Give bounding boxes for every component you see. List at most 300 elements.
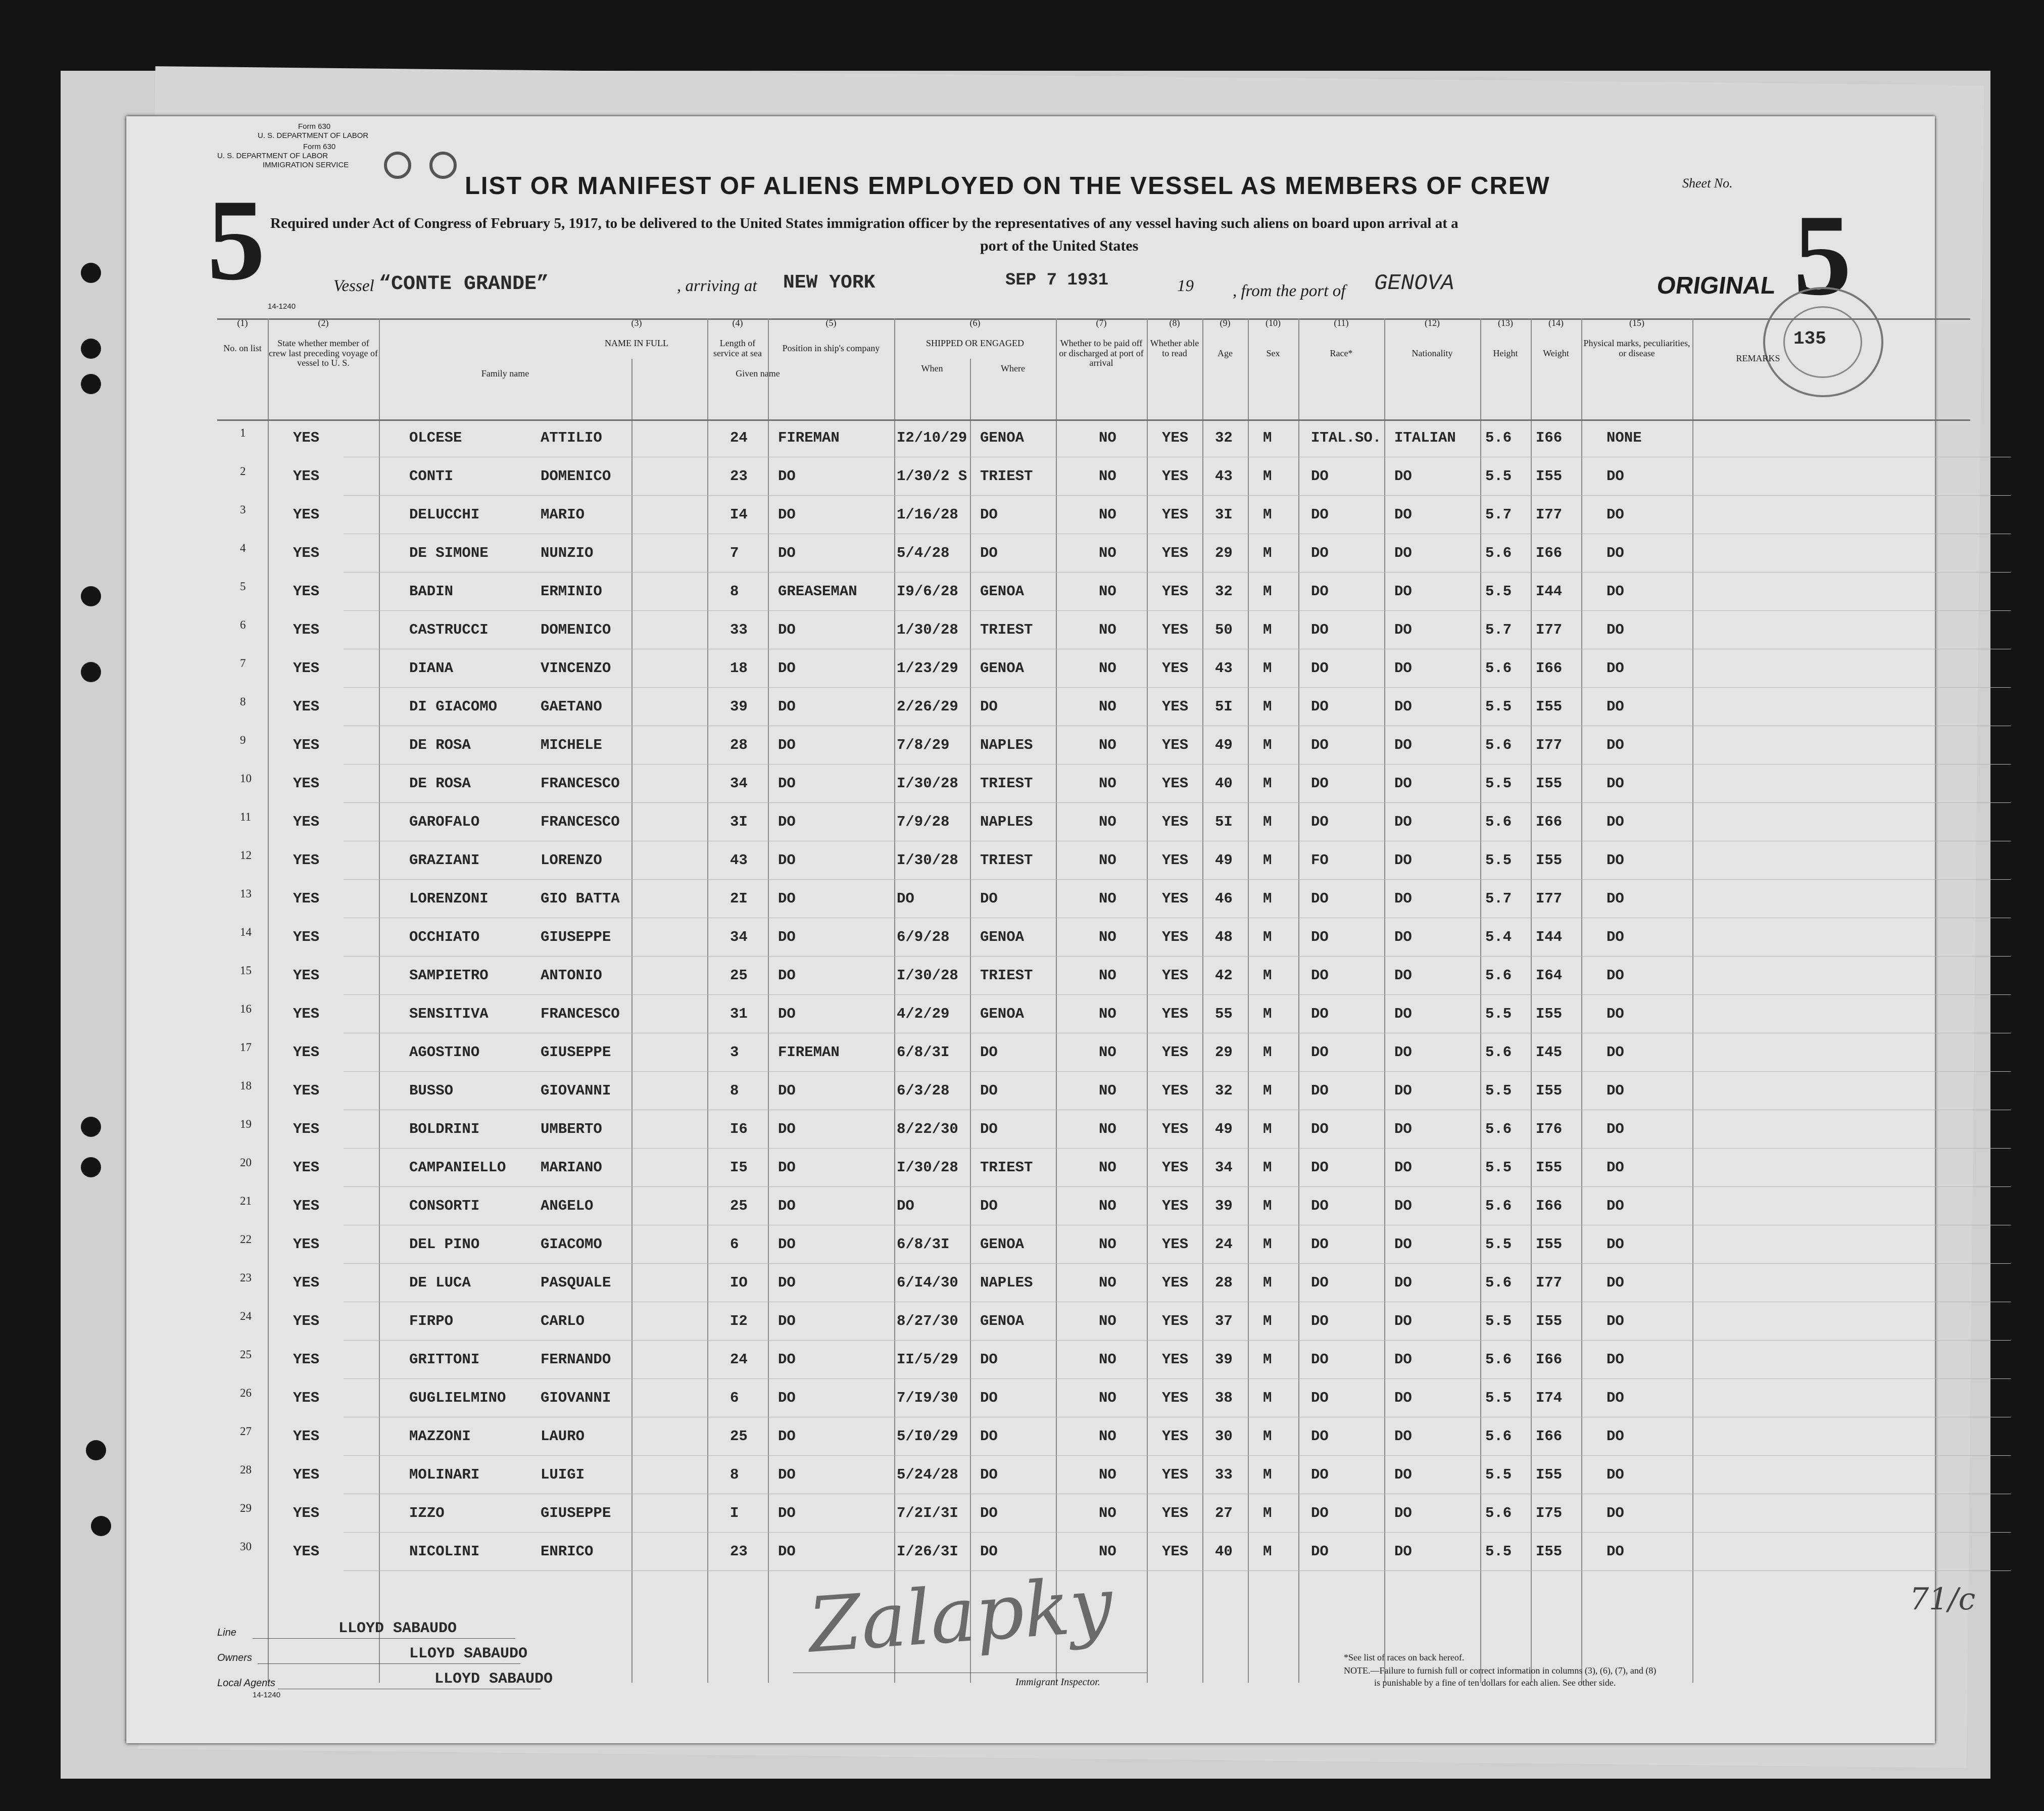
cell-family-name: BADIN [409,583,454,600]
cell-weight: I75 [1536,1505,1563,1521]
cell-age: 33 [1215,1466,1233,1483]
cell-prev-voyage: YES [293,1543,320,1560]
col-header-where: Where [1001,363,1025,373]
cell-shipped-when: 4/2/29 [897,1006,950,1022]
cell-shipped-where: NAPLES [980,814,1033,830]
col-header-given: Given name [736,368,780,378]
cell-position: DO [778,1159,796,1176]
cell-nationality: ITALIAN [1394,430,1456,446]
cell-no: 7 [240,657,246,670]
cell-physical-marks: DO [1607,1082,1624,1099]
cell-sex: M [1263,1466,1272,1483]
cell-prev-voyage: YES [293,814,320,830]
cell-height: 5.6 [1485,1121,1512,1137]
print-code: 14-1240 [268,302,296,311]
cell-physical-marks: DO [1607,506,1624,523]
cell-shipped-where: DO [980,1198,998,1214]
cell-height: 5.7 [1485,506,1512,523]
cell-shipped-where: GENOA [980,660,1025,677]
row-rule [344,495,2011,496]
cell-shipped-where: DO [980,545,998,561]
cell-prev-voyage: YES [293,1274,320,1291]
row-rule [344,1148,2011,1149]
sheet-no-label: Sheet No. [1682,176,1733,190]
table-row [126,1303,1935,1341]
cell-position: DO [778,1274,796,1291]
cell-service: 25 [730,1198,748,1214]
col-header-race: Race* [1330,348,1353,358]
cell-sex: M [1263,1313,1272,1329]
cell-no: 22 [240,1233,252,1246]
cell-shipped-when: I/30/28 [897,852,958,869]
cell-paid-off: NO [1099,660,1116,677]
cell-nationality: DO [1394,814,1412,830]
cell-shipped-when: 6/3/28 [897,1082,950,1099]
cell-sex: M [1263,468,1272,485]
departure-port: GENOVA [1374,271,1454,296]
cell-shipped-where: DO [980,698,998,715]
binder-hole [91,1516,111,1536]
cell-height: 5.6 [1485,967,1512,984]
table-row [126,765,1935,803]
cell-position: DO [778,698,796,715]
cell-no: 30 [240,1540,252,1553]
cell-prev-voyage: YES [293,967,320,984]
cell-position: DO [778,737,796,753]
cell-race: DO [1311,1006,1329,1022]
cell-age: 39 [1215,1351,1233,1368]
cell-sex: M [1263,929,1272,945]
cell-family-name: DE SIMONE [409,545,489,561]
cell-age: 30 [1215,1428,1233,1445]
cell-prev-voyage: YES [293,852,320,869]
cell-prev-voyage: YES [293,583,320,600]
cell-shipped-when: 5/24/28 [897,1466,958,1483]
cell-weight: I66 [1536,430,1563,446]
cell-paid-off: NO [1099,929,1116,945]
cell-shipped-when: 7/8/29 [897,737,950,753]
col-header-remarks: REMARKS [1736,353,1780,363]
col-header-physical-marks: Physical marks, peculiarities, or disease [1583,338,1690,358]
cell-age: 48 [1215,929,1233,945]
cell-shipped-where: TRIEST [980,775,1033,792]
cell-age: 42 [1215,967,1233,984]
cell-age: 32 [1215,583,1233,600]
cell-sex: M [1263,1044,1272,1061]
cell-given-name: ANGELO [541,1198,594,1214]
cell-nationality: DO [1394,1466,1412,1483]
cell-position: DO [778,622,796,638]
cell-service: 28 [730,737,748,753]
cell-paid-off: NO [1099,1159,1116,1176]
cell-physical-marks: DO [1607,1006,1624,1022]
cell-service: 33 [730,622,748,638]
col-header-weight: Weight [1543,348,1569,358]
cell-sex: M [1263,1390,1272,1406]
row-rule [344,1071,2011,1072]
cell-physical-marks: DO [1607,1159,1624,1176]
cell-able-to-read: YES [1162,1198,1189,1214]
cell-sex: M [1263,506,1272,523]
table-row [126,1495,1935,1533]
cell-given-name: ATTILIO [541,430,602,446]
cell-physical-marks: DO [1607,1198,1624,1214]
cell-shipped-when: I/30/28 [897,967,958,984]
cell-given-name: GIUSEPPE [541,929,611,945]
owners-rule [258,1663,520,1664]
cell-nationality: DO [1394,1390,1412,1406]
original-label: ORIGINAL [1655,272,1778,299]
table-row [126,1111,1935,1149]
cell-no: 20 [240,1156,252,1169]
cell-age: 43 [1215,660,1233,677]
cell-given-name: FERNANDO [541,1351,611,1368]
cell-weight: I55 [1536,1543,1563,1560]
col-header-no: No. on list [223,343,262,353]
cell-no: 16 [240,1003,252,1015]
cell-prev-voyage: YES [293,929,320,945]
cell-age: 46 [1215,890,1233,907]
table-row [126,650,1935,688]
cell-physical-marks: DO [1607,890,1624,907]
cell-nationality: DO [1394,929,1412,945]
line-label: Line [217,1627,236,1638]
cell-race: DO [1311,1390,1329,1406]
cell-position: DO [778,1082,796,1099]
cell-sex: M [1263,1236,1272,1253]
cell-paid-off: NO [1099,698,1116,715]
line-rule [253,1638,515,1639]
cell-given-name: LAURO [541,1428,585,1445]
cell-weight: I74 [1536,1390,1563,1406]
cell-race: DO [1311,929,1329,945]
table-row [126,1418,1935,1456]
table-row [126,1264,1935,1303]
row-rule [344,572,2011,573]
cell-no: 23 [240,1271,252,1284]
cell-given-name: ENRICO [541,1543,594,1560]
cell-height: 5.6 [1485,430,1512,446]
cell-nationality: DO [1394,852,1412,869]
cell-no: 6 [240,618,246,631]
cell-given-name: DOMENICO [541,468,611,485]
cell-weight: I66 [1536,545,1563,561]
cell-able-to-read: YES [1162,775,1189,792]
cell-sex: M [1263,852,1272,869]
subtitle-line-1: Required under Act of Congress of February 5, 1917, to be delivered to the United States immigration officer by the representatives of any vessel having such aliens on board upon arrival at a [270,215,1458,231]
cell-position: DO [778,1390,796,1406]
cell-height: 5.5 [1485,775,1512,792]
cell-paid-off: NO [1099,1390,1116,1406]
cell-able-to-read: YES [1162,967,1189,984]
cell-height: 5.6 [1485,1044,1512,1061]
cell-height: 5.6 [1485,660,1512,677]
table-row [126,995,1935,1034]
cell-physical-marks: DO [1607,1543,1624,1560]
cell-race: DO [1311,1466,1329,1483]
cell-sex: M [1263,698,1272,715]
cell-age: 28 [1215,1274,1233,1291]
cell-weight: I66 [1536,1351,1563,1368]
cell-prev-voyage: YES [293,622,320,638]
cell-physical-marks: DO [1607,660,1624,677]
cell-paid-off: NO [1099,583,1116,600]
vessel-label: Vessel [333,277,374,295]
cell-no: 4 [240,542,246,554]
sheet-number-right: 5 [1793,190,1852,319]
cell-height: 5.5 [1485,1390,1512,1406]
cell-able-to-read: YES [1162,1390,1189,1406]
cell-nationality: DO [1394,1236,1412,1253]
cell-shipped-when: 7/9/28 [897,814,950,830]
table-row [126,1072,1935,1111]
cell-position: DO [778,506,796,523]
cell-shipped-where: DO [980,1466,998,1483]
cell-position: DO [778,545,796,561]
footnote-races: *See list of races on back hereof. [1344,1652,1465,1662]
cell-given-name: GAETANO [541,698,602,715]
cell-shipped-when: 6/8/3I [897,1044,950,1061]
cell-family-name: NICOLINI [409,1543,480,1560]
cell-age: 29 [1215,1044,1233,1061]
cell-nationality: DO [1394,1543,1412,1560]
cell-height: 5.4 [1485,929,1512,945]
cell-prev-voyage: YES [293,1121,320,1137]
cell-family-name: BOLDRINI [409,1121,480,1137]
cell-given-name: PASQUALE [541,1274,611,1291]
cell-paid-off: NO [1099,468,1116,485]
cell-sex: M [1263,890,1272,907]
cell-age: 24 [1215,1236,1233,1253]
cell-service: 3I [730,814,748,830]
cell-race: DO [1311,698,1329,715]
cell-shipped-when: 1/23/29 [897,660,958,677]
cell-able-to-read: YES [1162,737,1189,753]
cell-weight: I77 [1536,737,1563,753]
table-row [126,1034,1935,1072]
cell-race: DO [1311,660,1329,677]
cell-nationality: DO [1394,622,1412,638]
cell-no: 2 [240,465,246,478]
arrival-port: NEW YORK [783,272,875,294]
cell-race: DO [1311,1543,1329,1560]
cell-shipped-where: GENOA [980,583,1025,600]
cell-nationality: DO [1394,1428,1412,1445]
arriving-label: , arriving at [677,277,757,295]
cell-height: 5.6 [1485,1505,1512,1521]
row-rule [344,994,2011,995]
line-value: LLOYD SABAUDO [338,1620,457,1637]
col-header-prev-voyage: State whether member of crew last preceding voyage of vessel to U. S. [269,338,378,368]
cell-shipped-where: GENOA [980,430,1025,446]
cell-race: DO [1311,545,1329,561]
cell-race: ITAL.SO. [1311,430,1382,446]
cell-position: DO [778,967,796,984]
cell-able-to-read: YES [1162,506,1189,523]
cell-race: DO [1311,1274,1329,1291]
cell-weight: I55 [1536,775,1563,792]
cell-nationality: DO [1394,1082,1412,1099]
cell-weight: I44 [1536,929,1563,945]
cell-weight: I55 [1536,1466,1563,1483]
department-2: U. S. DEPARTMENT OF LABOR [217,152,328,160]
cell-position: GREASEMAN [778,583,857,600]
cell-physical-marks: DO [1607,1313,1624,1329]
cell-sex: M [1263,1505,1272,1521]
cell-race: FO [1311,852,1329,869]
cell-race: DO [1311,1236,1329,1253]
cell-family-name: OLCESE [409,430,462,446]
punch-hole [429,152,457,179]
cell-sex: M [1263,967,1272,984]
cell-position: DO [778,1543,796,1560]
cell-family-name: IZZO [409,1505,445,1521]
cell-prev-voyage: YES [293,468,320,485]
cell-nationality: DO [1394,698,1412,715]
cell-nationality: DO [1394,1313,1412,1329]
cell-able-to-read: YES [1162,1082,1189,1099]
cell-race: DO [1311,1159,1329,1176]
sheet-number-left: 5 [207,175,265,304]
binder-hole [81,662,101,682]
cell-weight: I64 [1536,967,1563,984]
cell-able-to-read: YES [1162,1351,1189,1368]
table-row [126,842,1935,880]
row-rule [344,1570,2011,1571]
cell-shipped-where: DO [980,506,998,523]
cell-shipped-when: DO [897,1198,914,1214]
cell-height: 5.6 [1485,545,1512,561]
cell-nationality: DO [1394,1351,1412,1368]
cell-age: 49 [1215,852,1233,869]
cell-family-name: GUGLIELMINO [409,1390,506,1406]
cell-race: DO [1311,622,1329,638]
cell-weight: I55 [1536,852,1563,869]
cell-weight: I66 [1536,660,1563,677]
cell-physical-marks: DO [1607,1044,1624,1061]
cell-able-to-read: YES [1162,1505,1189,1521]
cell-prev-voyage: YES [293,1198,320,1214]
cell-height: 5.5 [1485,1006,1512,1022]
cell-race: DO [1311,1121,1329,1137]
cell-height: 5.5 [1485,468,1512,485]
cell-given-name: GIUSEPPE [541,1505,611,1521]
col-header-height: Height [1493,348,1518,358]
cell-weight: I66 [1536,1428,1563,1445]
cell-family-name: DE ROSA [409,775,471,792]
row-rule [344,1263,2011,1264]
crew-table-body [126,419,1935,1582]
cell-weight: I55 [1536,1006,1563,1022]
cell-paid-off: NO [1099,1274,1116,1291]
binder-hole [81,586,101,606]
cell-service: 31 [730,1006,748,1022]
cell-prev-voyage: YES [293,698,320,715]
cell-physical-marks: DO [1607,1236,1624,1253]
cell-physical-marks: DO [1607,1505,1624,1521]
row-rule [344,1455,2011,1456]
cell-family-name: CASTRUCCI [409,622,489,638]
cell-height: 5.5 [1485,1159,1512,1176]
cell-position: DO [778,852,796,869]
cell-position: DO [778,929,796,945]
cell-service: I4 [730,506,748,523]
table-row [126,1456,1935,1495]
cell-position: DO [778,775,796,792]
cell-shipped-when: 1/16/28 [897,506,958,523]
cell-paid-off: NO [1099,1236,1116,1253]
cell-weight: I77 [1536,622,1563,638]
cell-shipped-when: II/5/29 [897,1351,958,1368]
cell-no: 28 [240,1463,252,1476]
cell-physical-marks: DO [1607,698,1624,715]
cell-given-name: MARIO [541,506,585,523]
cell-nationality: DO [1394,1044,1412,1061]
cell-physical-marks: DO [1607,967,1624,984]
cell-shipped-when: I9/6/28 [897,583,958,600]
cell-family-name: BUSSO [409,1082,454,1099]
cell-service: 8 [730,583,739,600]
table-row [126,496,1935,535]
cell-sex: M [1263,814,1272,830]
cell-able-to-read: YES [1162,660,1189,677]
row-rule [344,879,2011,880]
cell-prev-voyage: YES [293,660,320,677]
cell-prev-voyage: YES [293,1390,320,1406]
cell-race: DO [1311,1505,1329,1521]
owners-value: LLOYD SABAUDO [409,1645,528,1662]
service-label: IMMIGRATION SERVICE [263,161,349,169]
cell-nationality: DO [1394,1198,1412,1214]
cell-sex: M [1263,622,1272,638]
cell-sex: M [1263,1351,1272,1368]
cell-given-name: VINCENZO [541,660,611,677]
cell-no: 8 [240,695,246,708]
cell-position: DO [778,1006,796,1022]
cell-shipped-when: 5/I0/29 [897,1428,958,1445]
cell-shipped-when: 6/I4/30 [897,1274,958,1291]
table-row [126,1533,1935,1571]
col-header-paid-off: Whether to be paid off or discharged at port of arrival [1059,338,1144,368]
cell-family-name: DE ROSA [409,737,471,753]
cell-given-name: GIOVANNI [541,1390,611,1406]
cell-able-to-read: YES [1162,622,1189,638]
cell-sex: M [1263,545,1272,561]
owners-label: Owners [217,1652,252,1663]
cell-shipped-where: TRIEST [980,1159,1033,1176]
cell-position: DO [778,1121,796,1137]
cell-given-name: ERMINIO [541,583,602,600]
vessel-name: “CONTE GRANDE” [379,273,549,296]
cell-physical-marks: DO [1607,1351,1624,1368]
row-rule [344,610,2011,611]
cell-age: 50 [1215,622,1233,638]
cell-weight: I55 [1536,698,1563,715]
cell-service: 39 [730,698,748,715]
cell-prev-voyage: YES [293,1006,320,1022]
cell-given-name: MARIANO [541,1159,602,1176]
cell-able-to-read: YES [1162,929,1189,945]
cell-given-name: GIO BATTA [541,890,620,907]
cell-given-name: CARLO [541,1313,585,1329]
cell-service: 25 [730,1428,748,1445]
table-row [126,1226,1935,1264]
cell-service: 24 [730,430,748,446]
cell-age: 40 [1215,775,1233,792]
cell-nationality: DO [1394,583,1412,600]
table-row [126,880,1935,919]
cell-shipped-where: DO [980,1044,998,1061]
